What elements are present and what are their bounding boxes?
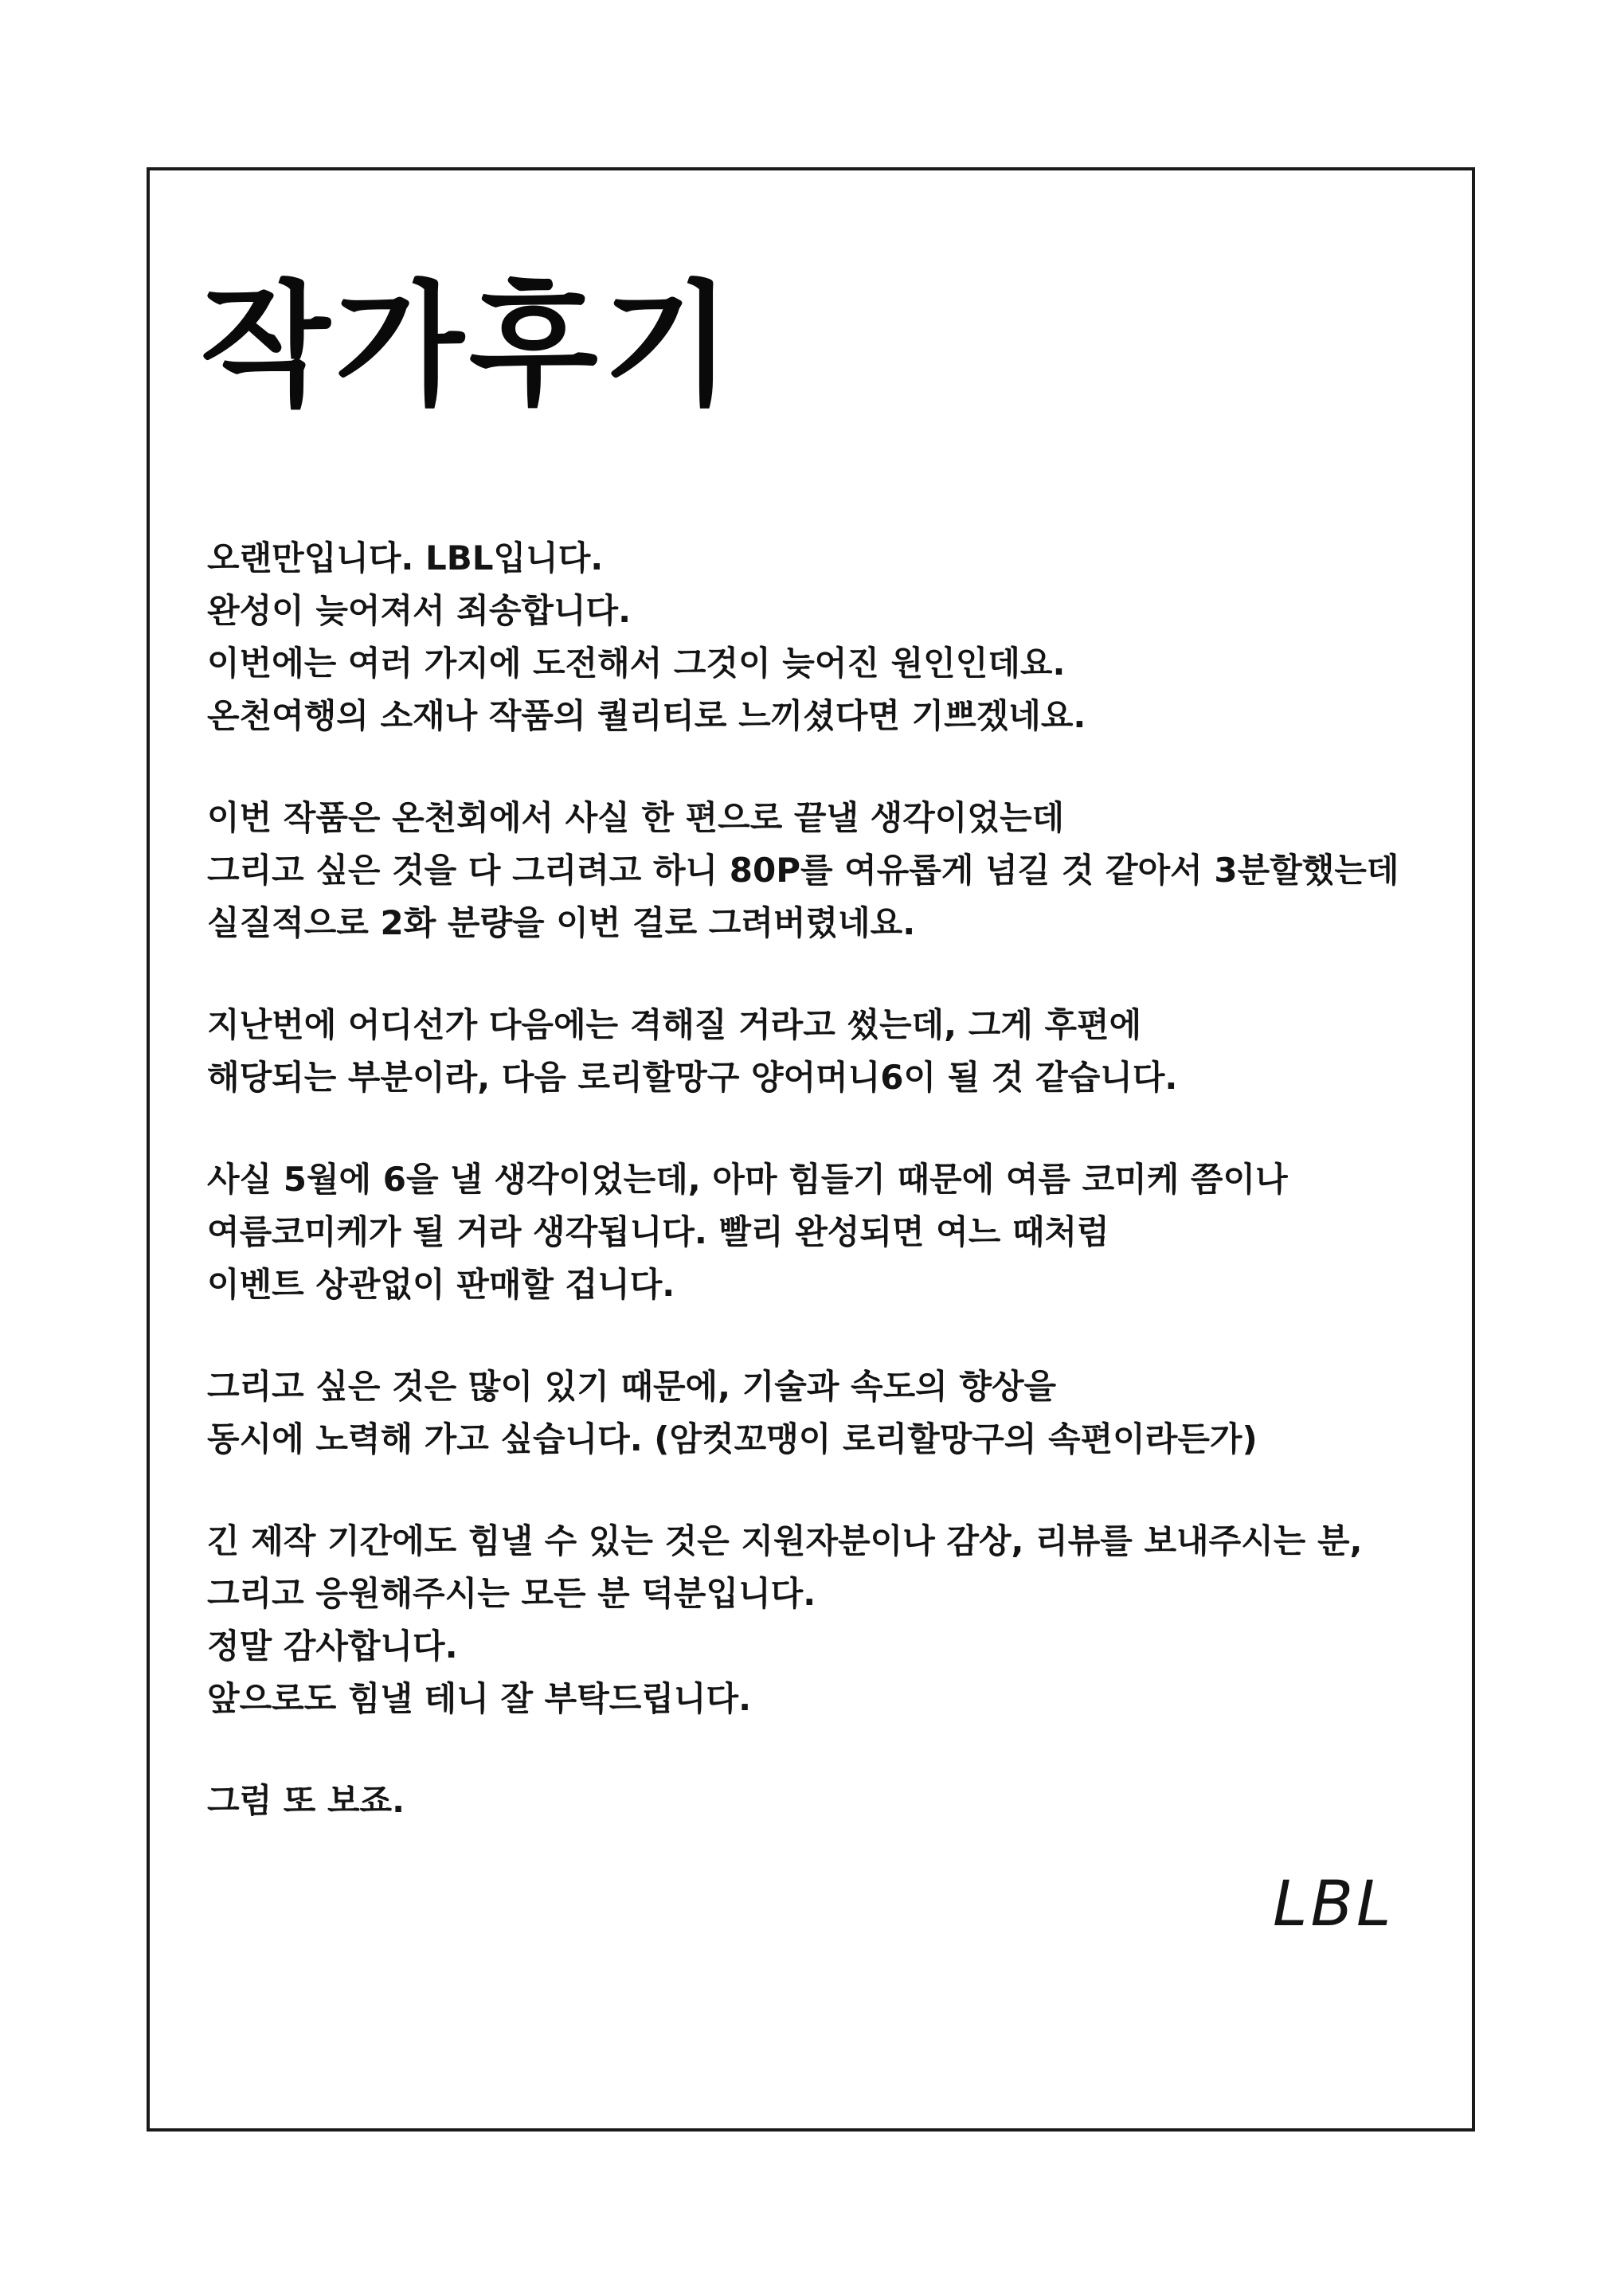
paragraph-1 xyxy=(207,532,1450,742)
afterword-body xyxy=(207,532,1450,1877)
text-line: 그리고 응원해주시는 모든 분 덕분입니다. xyxy=(207,1574,816,1613)
author-signature: LBL xyxy=(1273,1869,1395,1940)
paragraph-5 xyxy=(207,1360,1450,1466)
text-line: 이번 작품은 온천회에서 사실 한 편으로 끝낼 생각이었는데 xyxy=(207,798,1065,837)
text-line: 지난번에 어디선가 다음에는 격해질 거라고 썼는데, 그게 후편에 xyxy=(207,1005,1142,1044)
text-line: 실질적으로 2화 분량을 이번 걸로 그려버렸네요. xyxy=(207,903,916,942)
text-line: 오랜만입니다. LBL입니다. xyxy=(207,538,604,577)
paragraph-6 xyxy=(207,1515,1450,1725)
text-line: 완성이 늦어져서 죄송합니다. xyxy=(207,591,632,630)
text-line: 정말 감사합니다. xyxy=(207,1627,458,1666)
text-line: 이번에는 여러 가지에 도전해서 그것이 늦어진 원인인데요. xyxy=(207,644,1066,683)
paragraph-2 xyxy=(207,792,1450,949)
text-line: 사실 5월에 6을 낼 생각이었는데, 아마 힘들기 때문에 여름 코미케 쯤이나 xyxy=(207,1160,1288,1199)
paragraph-7 xyxy=(207,1775,1450,1827)
text-line: 그리고 싶은 것은 많이 있기 때문에, 기술과 속도의 향상을 xyxy=(207,1367,1057,1406)
text-line: 긴 제작 기간에도 힘낼 수 있는 것은 지원자분이나 감상, 리뷰를 보내주시는 분, xyxy=(207,1521,1363,1560)
text-line: 그리고 싶은 것을 다 그리려고 하니 80P를 여유롭게 넘길 것 같아서 3분할했는데 xyxy=(207,851,1399,890)
text-line: 이벤트 상관없이 판매할 겁니다. xyxy=(207,1265,675,1304)
text-line: 앞으로도 힘낼 테니 잘 부탁드립니다. xyxy=(207,1679,752,1718)
text-line: 온천여행의 소재나 작품의 퀄리티로 느끼셨다면 기쁘겠네요. xyxy=(207,696,1086,735)
text-line: 해당되는 부분이라, 다음 로리할망구 양어머니6이 될 것 같습니다. xyxy=(207,1058,1178,1097)
text-line: 동시에 노력해 가고 싶습니다. (암컷꼬맹이 로리할망구의 속편이라든가) xyxy=(207,1419,1258,1458)
paragraph-3 xyxy=(207,999,1450,1104)
text-line: 여름코미케가 될 거라 생각됩니다. 빨리 완성되면 여느 때처럼 xyxy=(207,1212,1109,1251)
text-line: 그럼 또 보죠. xyxy=(207,1781,405,1820)
page-title: 작가후기 xyxy=(201,268,738,424)
paragraph-4 xyxy=(207,1153,1450,1311)
